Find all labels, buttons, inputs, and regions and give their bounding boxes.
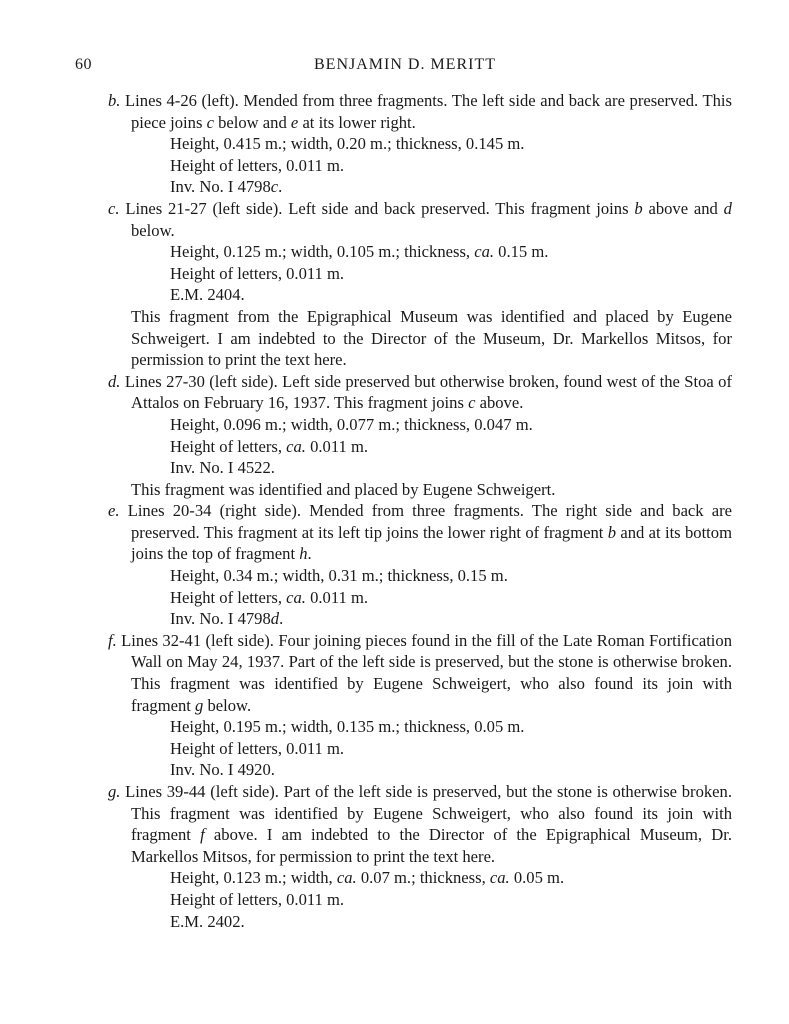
fragment-description: b. Lines 4-26 (left). Mended from three fragments. The left side and back are preserved. This piece joins c below and e at its lower right. — [108, 91, 732, 132]
fragment-e — [108, 500, 732, 630]
fragment-dimensions: Height, 0.123 m.; width, ca. 0.07 m.; thickness, ca. 0.05 m. — [170, 868, 565, 888]
fragment-c — [108, 198, 732, 371]
running-head-author: BENJAMIN D. MERITT — [314, 56, 496, 73]
fragment-letter-height: Height of letters, ca. 0.011 m. — [170, 587, 369, 607]
fragment-letter-height: Height of letters, 0.011 m. — [170, 889, 345, 909]
fragment-description: e. Lines 20-34 (right side). Mended from three fragments. The right side and back are preserved. This fragment at its left tip joins the lower right of fragment b and at its bottom joins the top of fragment h. — [108, 501, 733, 564]
fragment-lines: Lines 20-34 (right side). — [127, 501, 302, 521]
fragment-dimensions: Height, 0.195 m.; width, 0.135 m.; thickness, 0.05 m. — [170, 717, 525, 737]
running-head — [75, 56, 735, 78]
fragment-letter: e. — [108, 501, 120, 521]
fragment-d — [108, 371, 732, 501]
page-body — [108, 90, 732, 932]
fragment-description: g. Lines 39-44 (left side). Part of the left side is preserved, but the stone is otherwise broken. This fragment was identified by Eugene Schweigert, who also found its join with fragment f above. I am indebted to the Director of the Epigraphical Museum, Dr. Markellos Mitsos, for permission to print the text here. — [108, 782, 732, 866]
fragment-letter: f. — [108, 630, 117, 650]
fragment-letter: b. — [108, 91, 121, 110]
fragment-dimensions: Height, 0.415 m.; width, 0.20 m.; thickness, 0.145 m. — [170, 134, 525, 154]
fragment-letter: c. — [108, 198, 120, 218]
fragment-description: d. Lines 27-30 (left side). Left side preserved but otherwise broken, found west of the Stoa of Attalos on February 16, 1937. This fragment joins c above. — [108, 371, 732, 413]
fragment-b — [108, 90, 732, 198]
fragment-dimensions: Height, 0.34 m.; width, 0.31 m.; thickness, 0.15 m. — [170, 566, 508, 586]
fragment-dimensions: Height, 0.096 m.; width, 0.077 m.; thickness, 0.047 m. — [170, 414, 533, 434]
fragment-lines: Lines 27-30 (left side). — [124, 371, 278, 391]
page-number: 60 — [75, 56, 92, 73]
fragment-description: f. Lines 32-41 (left side). Four joining pieces found in the fill of the Late Roman Fortification Wall on May 24, 1937. Part of the left side is preserved, but the stone is otherwise broken. This fragment was identified by Eugene Schweigert, who also found its join with fragment g below. — [108, 630, 733, 715]
fragment-g — [108, 781, 732, 932]
fragment-inventory: Inv. No. I 4798d. — [170, 609, 284, 629]
fragment-dimensions: Height, 0.125 m.; width, 0.105 m.; thickness, ca. 0.15 m. — [170, 242, 549, 262]
fragment-lines: Lines 32-41 (left side). — [121, 630, 274, 650]
fragment-letter-height: Height of letters, ca. 0.011 m. — [170, 436, 369, 456]
fragment-description: c. Lines 21-27 (left side). Left side and back preserved. This fragment joins b above and d below. — [108, 198, 732, 240]
fragment-letter: d. — [108, 371, 121, 391]
fragment-note: This fragment from the Epigraphical Museum was identified and placed by Eugene Schweigert. I am indebted to the Director of the Museum, Dr. Markellos Mitsos, for permission to print the text here. — [131, 306, 732, 370]
fragment-note: This fragment was identified and placed by Eugene Schweigert. — [131, 479, 556, 499]
fragment-letter-height: Height of letters, 0.011 m. — [170, 155, 345, 175]
fragment-lines: Lines 39-44 (left side). — [125, 782, 279, 801]
fragment-inventory: E.M. 2402. — [170, 911, 245, 931]
fragment-inventory: E.M. 2404. — [170, 285, 245, 305]
fragment-inventory: Inv. No. I 4522. — [170, 458, 275, 478]
fragment-lines: Lines 4-26 (left). — [125, 91, 239, 110]
fragment-letter-height: Height of letters, 0.011 m. — [170, 738, 345, 758]
fragment-f — [108, 630, 732, 781]
fragment-inventory: Inv. No. I 4920. — [170, 760, 275, 780]
fragment-letter: g. — [108, 782, 121, 801]
fragment-lines: Lines 21-27 (left side). — [125, 198, 283, 218]
fragment-inventory: Inv. No. I 4798c. — [170, 177, 283, 197]
fragment-letter-height: Height of letters, 0.011 m. — [170, 263, 345, 283]
